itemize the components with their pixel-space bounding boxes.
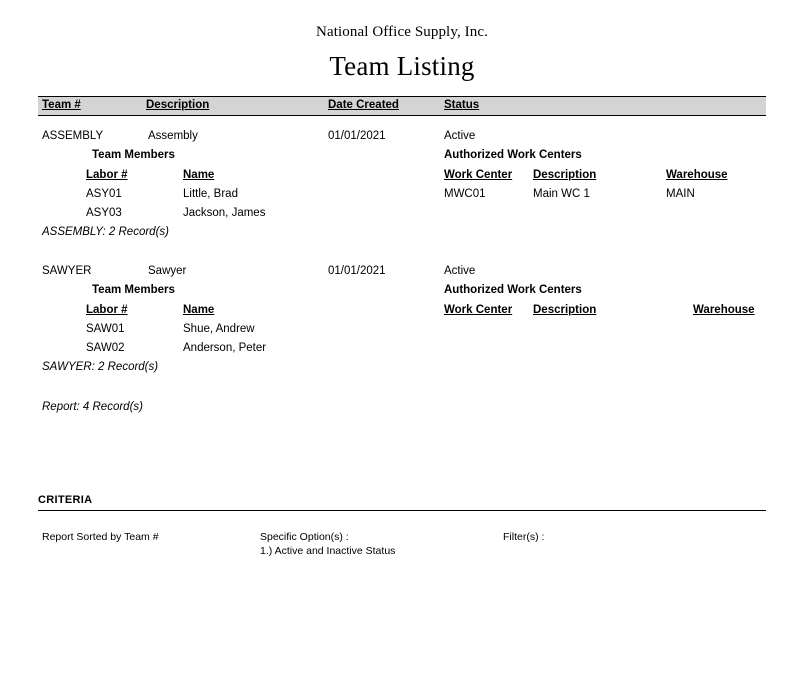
team-record-count: ASSEMBLY: 2 Record(s) bbox=[42, 226, 169, 238]
subcolumn-header-warehouse: Warehouse bbox=[693, 304, 755, 316]
criteria-divider bbox=[38, 510, 766, 511]
report-body bbox=[38, 116, 766, 546]
member-labor-no: ASY03 bbox=[86, 207, 122, 219]
column-header-description: Description bbox=[146, 99, 210, 111]
team-status: Active bbox=[444, 130, 476, 142]
subcolumn-header-work-center: Work Center bbox=[444, 169, 513, 181]
subcolumn-header-warehouse: Warehouse bbox=[666, 169, 728, 181]
team-description: Sawyer bbox=[148, 265, 187, 277]
column-header-status: Status bbox=[444, 99, 480, 111]
subcolumn-header-name: Name bbox=[183, 169, 215, 181]
team-no: SAWYER bbox=[42, 265, 92, 277]
subheader-authorized-work-centers: Authorized Work Centers bbox=[444, 149, 582, 161]
team-no: ASSEMBLY bbox=[42, 130, 104, 142]
subcolumn-header-description: Description bbox=[533, 304, 597, 316]
member-name: Shue, Andrew bbox=[183, 323, 255, 335]
subheader-team-members: Team Members bbox=[92, 284, 175, 296]
page-title: Team Listing bbox=[329, 51, 475, 81]
team-record-count: SAWYER: 2 Record(s) bbox=[42, 361, 159, 373]
work-center-description: Main WC 1 bbox=[533, 188, 590, 200]
criteria-specific-option: 1.) Active and Inactive Status bbox=[260, 545, 396, 557]
column-header-band bbox=[38, 96, 766, 116]
team-description: Assembly bbox=[148, 130, 198, 142]
member-name: Little, Brad bbox=[183, 188, 238, 200]
member-labor-no: ASY01 bbox=[86, 188, 122, 200]
team-date-created: 01/01/2021 bbox=[328, 130, 386, 142]
report-record-count: Report: 4 Record(s) bbox=[42, 401, 143, 413]
subheader-team-members: Team Members bbox=[92, 149, 175, 161]
criteria-sorted-by: Report Sorted by Team # bbox=[42, 531, 159, 543]
work-center-warehouse: MAIN bbox=[666, 188, 695, 200]
report-page bbox=[0, 24, 804, 681]
subcolumn-header-labor-no: Labor # bbox=[86, 169, 128, 181]
column-header-date-created: Date Created bbox=[328, 99, 399, 111]
criteria-section bbox=[38, 494, 766, 559]
team-date-created: 01/01/2021 bbox=[328, 265, 386, 277]
subcolumn-header-work-center: Work Center bbox=[444, 304, 513, 316]
company-name: National Office Supply, Inc. bbox=[316, 24, 488, 40]
member-labor-no: SAW01 bbox=[86, 323, 125, 335]
criteria-specific-options-label: Specific Option(s) : bbox=[260, 531, 349, 543]
member-labor-no: SAW02 bbox=[86, 342, 125, 354]
subcolumn-header-description: Description bbox=[533, 169, 597, 181]
criteria-title: CRITERIA bbox=[38, 494, 93, 506]
member-name: Anderson, Peter bbox=[183, 342, 267, 354]
criteria-row bbox=[38, 519, 766, 559]
work-center-code: MWC01 bbox=[444, 188, 486, 200]
column-header-team-no: Team # bbox=[42, 99, 81, 111]
subheader-authorized-work-centers: Authorized Work Centers bbox=[444, 284, 582, 296]
subcolumn-header-name: Name bbox=[183, 304, 215, 316]
member-name: Jackson, James bbox=[183, 207, 266, 219]
subcolumn-header-labor-no: Labor # bbox=[86, 304, 128, 316]
criteria-filters-label: Filter(s) : bbox=[503, 531, 545, 543]
team-status: Active bbox=[444, 265, 476, 277]
